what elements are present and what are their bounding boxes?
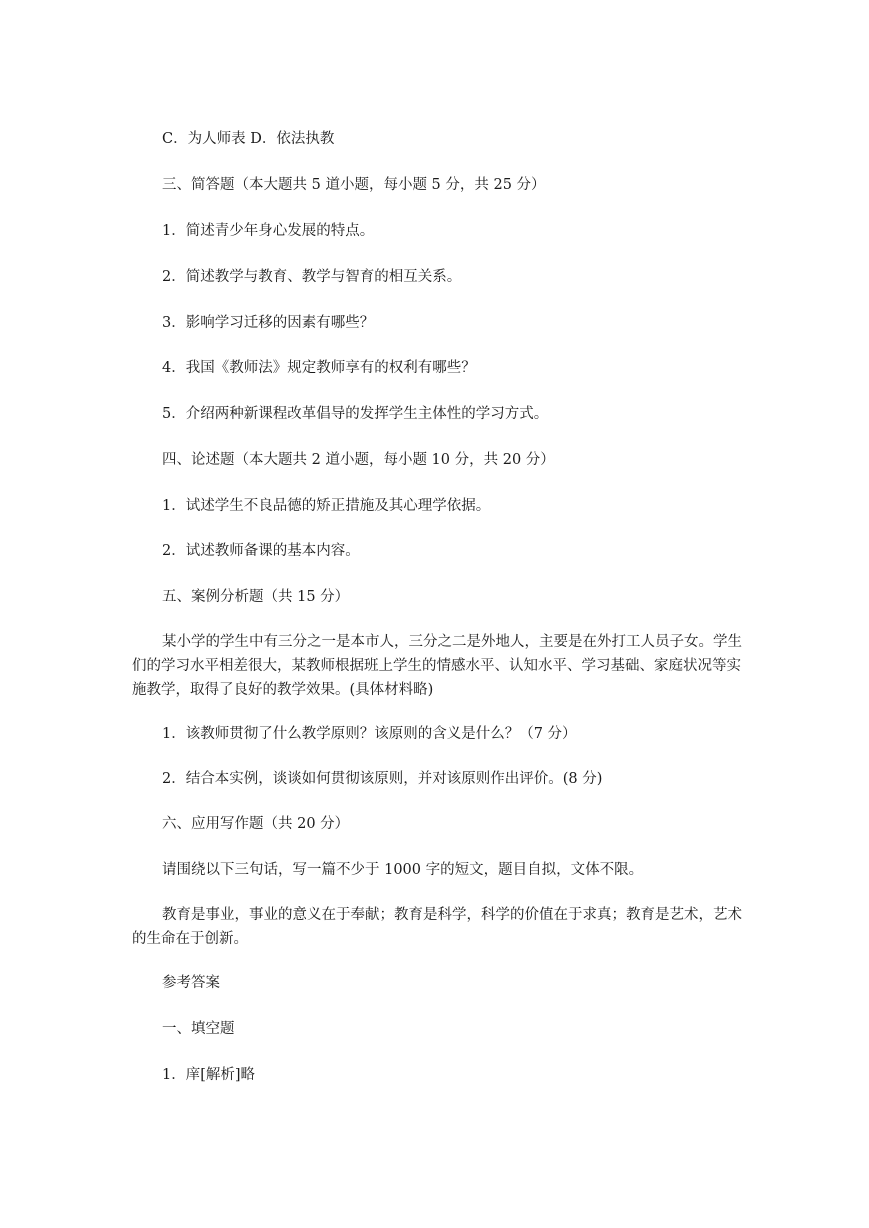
question-line: 4．我国《教师法》规定教师享有的权利有哪些？	[162, 360, 476, 376]
answer-section-heading: 一、填空题	[162, 1021, 235, 1037]
answer-line: 1．庠[解析]略	[162, 1067, 256, 1083]
option-line-c-d: C．为人师表 D．依法执教	[162, 131, 335, 147]
question-line: 2．试述教师备课的基本内容。	[162, 543, 360, 559]
writing-prompt-line: 请围绕以下三句话，写一篇不少于 1000 字的短文，题目自拟，文体不限。	[162, 862, 644, 878]
section-heading-writing: 六、应用写作题（共 20 分）	[162, 816, 350, 832]
question-line: 1．试述学生不良品德的矫正措施及其心理学依据。	[162, 498, 491, 514]
question-line: 2．结合本实例，谈谈如何贯彻该原则，并对该原则作出评价。(8 分)	[162, 771, 603, 787]
question-line: 5．介绍两种新课程改革倡导的发挥学生主体性的学习方式。	[162, 406, 549, 422]
question-line: 1．简述青少年身心发展的特点。	[162, 223, 375, 239]
question-line: 1．该教师贯彻了什么教学原则？该原则的含义是什么？（7 分）	[162, 726, 577, 742]
case-paragraph: 某小学的学生中有三分之一是本市人，三分之二是外地人，主要是在外打工人员子女。学生们的学习水平相差很大，某教师根据班上学生的情感水平、认知水平、学习基础、家庭状况等实施教学，取得了良好的教学效果。(具体材料略)	[132, 634, 742, 698]
section-heading-essay: 四、论述题（本大题共 2 道小题，每小题 10 分，共 20 分）	[162, 452, 555, 468]
question-line: 3．影响学习迁移的因素有哪些？	[162, 315, 375, 331]
essay-quote-paragraph: 教育是事业，事业的意义在于奉献；教育是科学，科学的价值在于求真；教育是艺术，艺术的生命在于创新。	[132, 907, 742, 947]
section-heading-short-answer: 三、简答题（本大题共 5 道小题，每小题 5 分，共 25 分）	[162, 177, 546, 193]
answer-key-heading: 参考答案	[162, 975, 220, 991]
section-heading-case-analysis: 五、案例分析题（共 15 分）	[162, 589, 350, 605]
question-line: 2．简述教学与教育、教学与智育的相互关系。	[162, 269, 462, 285]
